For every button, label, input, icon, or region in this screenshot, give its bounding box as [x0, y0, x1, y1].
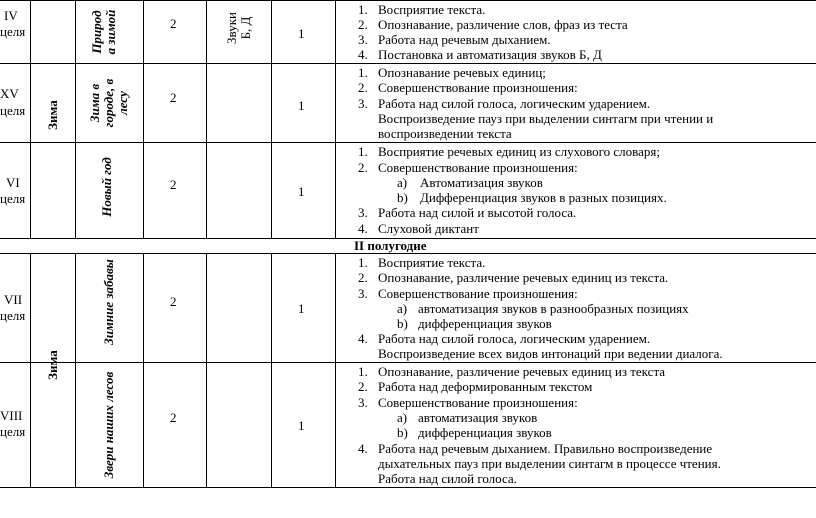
lessons-value: 1 — [298, 98, 305, 113]
season-label: Зима — [45, 100, 60, 130]
row-border — [0, 0, 816, 1]
hours-value: 2 — [170, 90, 177, 105]
topic-label: Новый год — [99, 157, 114, 217]
week-number: VIII — [0, 408, 23, 423]
row-border — [0, 362, 816, 363]
week-label: целя — [0, 424, 26, 439]
sounds-label: Звуки Б, Д — [224, 12, 253, 44]
column-border — [206, 0, 207, 238]
column-border — [75, 253, 76, 487]
curriculum-table: Зима Зима II полугодие IV целя Природ а зимой 2 Звуки Б, Д 1 1. Восприятие текста. 2. Опознавание, различение слов, фраз из теста 3. Работа над речевым дыханием. 4. Постановка и автоматизация звуков Б, Д XV целя Зима в городе, в лесу 2 1 1. Опознавание речевых единиц; 2. Совершенствование произношения: 3. Работа над силой голоса, логическим ударением. Воспроизведение пауз при выделении синтагм при чтении и воспроизведении текста VI целя Новый год 2 1 1. Восприятие речевых единиц из слухового словаря; 2. Совершенствование произношения: a) Автоматизация звуков b) Дифференциация звуков в разных позициях. 3. Работа над силой и высотой голоса. 4. Слуховой диктант VII целя Зимние забавы 2 1 1. Восприятие текста. 2. Опознавание, различение речевых единиц из текста. 3. Совершенствование произношения: a) автоматизация звуков в разнообразных позициях b) дифференциация звуков 4. Работа над силой голоса, логическим ударением. Воспроизведение всех видов интонаций при ведении диалога. VIII целя Звери наших лесов 2 1 1. Опознавание, различение речевых единиц из текста 2. Работа над деформированным текстом 3. Совершенствование произношения: a) автоматизация звуков b) дифференциация звуков 4. Работа над речевым дыханием. Правильно воспроизведение дыхательных пауз при выделении синтагм в процессе чтения. Работа над силой голоса. — [0, 0, 816, 518]
row-border — [0, 487, 816, 488]
column-border — [143, 0, 144, 238]
column-border — [271, 0, 272, 238]
topic-label: Зима в городе, в лесу — [87, 78, 130, 128]
topic-label: Природ а зимой — [89, 9, 118, 55]
topic-label: Зимние забавы — [101, 259, 116, 345]
week-number: XV — [0, 86, 19, 101]
week-number: VII — [4, 292, 23, 307]
week-number: IV — [4, 8, 18, 23]
lessons-value: 1 — [298, 301, 305, 316]
lessons-value: 1 — [298, 418, 305, 433]
week-label: целя — [0, 24, 26, 39]
week-label: целя — [0, 191, 26, 206]
column-border — [75, 0, 76, 238]
row-border — [0, 142, 816, 143]
half-year-heading: II полугодие — [354, 238, 427, 253]
column-border — [206, 253, 207, 487]
topic-label: Звери наших лесов — [101, 371, 116, 479]
column-border — [30, 0, 31, 238]
hours-value: 2 — [170, 294, 177, 309]
column-border — [335, 253, 336, 487]
lessons-value: 1 — [298, 184, 305, 199]
row-border — [0, 63, 816, 64]
week-label: целя — [0, 308, 26, 323]
column-border — [335, 0, 336, 238]
hours-value: 2 — [170, 177, 177, 192]
column-border — [271, 253, 272, 487]
season-label: Зима — [45, 350, 60, 380]
week-number: VI — [6, 175, 20, 190]
hours-value: 2 — [170, 410, 177, 425]
hours-value: 2 — [170, 16, 177, 31]
week-label: целя — [0, 103, 26, 118]
lessons-value: 1 — [298, 26, 305, 41]
column-border — [30, 253, 31, 487]
column-border — [143, 253, 144, 487]
